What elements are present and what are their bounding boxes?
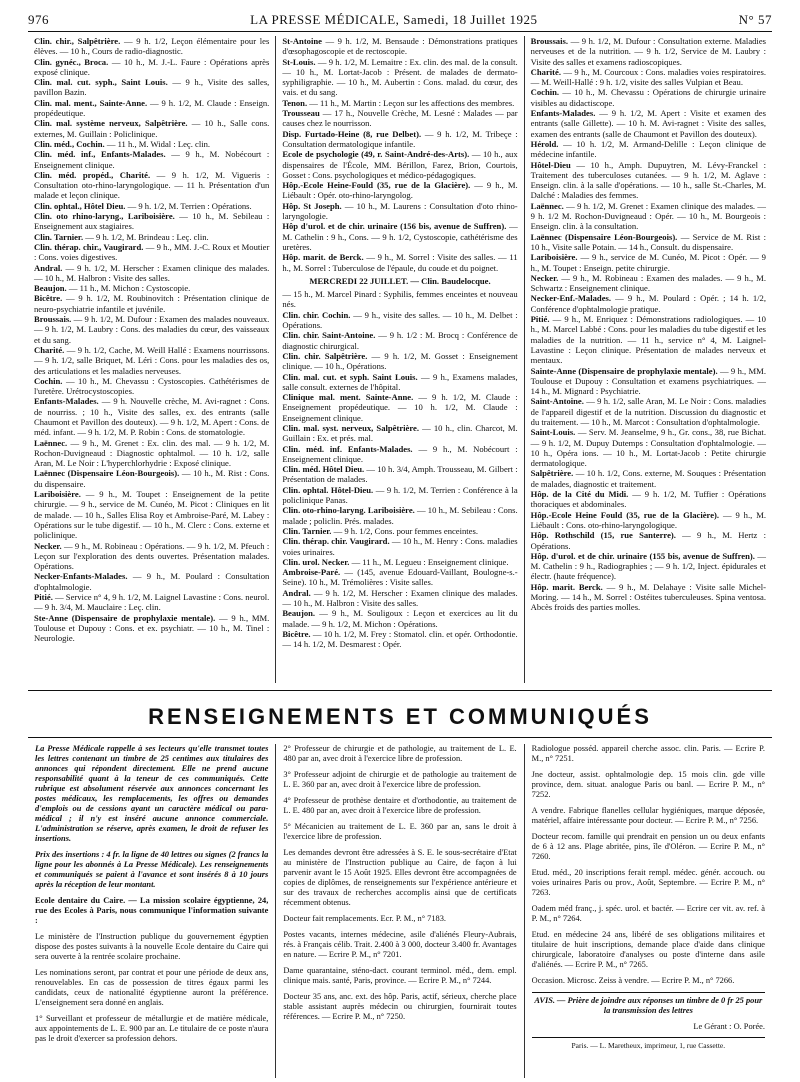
notices-column-3 xyxy=(524,744,772,1078)
section-rule-bottom xyxy=(28,737,772,738)
schedule-entry: Disp. Furtado-Heine (8, rue Delbet). — 9 h. 1/2, M. Tribeçe : Consultation dermatologique infantile. xyxy=(282,128,518,149)
schedule-entry-title: Clin. chir., Salpêtrière. xyxy=(34,36,124,46)
schedule-entry: Charité. — 9 h. 1/2, Cache, M. Weill Hallé : Examens nourrissons. — 9 h. 1/2, salle Briquet, M. Léri : Cons. pour les maladies des os, des articulations et les maladies nerveuses. xyxy=(34,344,270,376)
notice-paragraph: 5° Mécanicien au traitement de L. E. 360 par an, sans le droit à l'exercice libre de profession. xyxy=(283,822,517,841)
journal-title: LA PRESSE MÉDICALE, Samedi, 18 Juillet 1925 xyxy=(250,12,538,27)
classified-ad: Docteur 35 ans, anc. ext. des hôp. Paris, actif, sérieux, cherche place stable assistant auprès médecin ou chirurgien, fournirait toutes références. — Ecrire P. M., n° 7250. xyxy=(283,992,517,1021)
schedule-entry-title: Clin. mal. cut. et syph. Saint Louis. xyxy=(282,371,422,382)
schedule-entry-title: Lariboisière. xyxy=(34,489,86,500)
schedule-column-1 xyxy=(28,36,275,683)
schedule-entry-title: Clin. méd. inf., Enfants-Malades. xyxy=(34,149,172,160)
schedule-entry: Clin. thérap. chir., Vaugirard. — 9 h., MM. J.-C. Roux et Moutier : Cons. voies digestives. xyxy=(34,241,270,263)
schedule-entry: Beaujon. — 11 h., M. Michon : Cystoscopie. xyxy=(34,283,191,294)
classified-ad-title: Occasion. Microsc. Zeiss à vendre. xyxy=(531,976,652,985)
classified-ads-2 xyxy=(283,914,516,1022)
schedule-entry-title: Hôp. St Joseph. xyxy=(282,200,345,211)
schedule-entry-title: St-Antoine xyxy=(282,36,326,46)
schedule-entry-title: Necker-Enfants-Malades. xyxy=(34,571,133,582)
schedule-entry-title: Beaujon. xyxy=(282,608,320,619)
schedule-entry-title: Clin. Tarnier. xyxy=(34,231,86,242)
schedule-entry-title: Necker. xyxy=(530,272,562,283)
schedule-entry-title: Cochin. xyxy=(34,375,66,386)
classified-ad: Oadem méd franç., j. spéc. urol. et bactér. — Ecrire cer vit. av. ref. à P. M., n° 7264. xyxy=(531,904,765,923)
schedule-entry: Laënnec (Dispensaire Léon-Bourgeois). — Service de M. Rist : 10 h., Visite salle Potain. — 14 h., Consult. du dispensaire. xyxy=(530,231,766,252)
schedule-entry: Clin. thérap. chir. Vaugirard. — 10 h., M. Henry : Cons. maladies voies urinaires. xyxy=(282,536,518,557)
schedule-entry-title: Lariboisière. xyxy=(530,252,581,263)
classified-ad: A vendre. Fabrique flanelles cellular hygiéniques, marque déposée, matériel, affaire intéressante pour docteur. — Ecrire P. M., n° 7256. xyxy=(531,806,765,825)
schedule-entry-title: Andral. xyxy=(34,262,66,273)
schedule-entry-title: Bicêtre. xyxy=(282,628,313,639)
schedule-entry-title: Trousseau xyxy=(282,108,323,119)
schedule-entry: Clin. mal. cut. syph., Saint Louis. — 9 h., Visite des salles, pavillon Bazin. xyxy=(34,77,270,98)
schedule-entry-title: Clin. mal. système nerveux, Salpêtrière. xyxy=(34,118,192,129)
schedule-entry: Andral. — 9 h. 1/2, M. Herscher : Examen clinique des malades. — 10 h., M. Halbron : Visite des salles. xyxy=(34,262,270,283)
schedule-entry: Sainte-Anne (Dispensaire de prophylaxie mentale). — 9 h., MM. Toulouse et Dupouy : Consultation et examens psychiatriques. — 14 h., M. Mignard : Psychiatrie. xyxy=(530,365,766,397)
schedule-column-2 xyxy=(275,36,523,683)
notice-paragraph: Les nominations seront, par contrat et pour une période de deux ans, renouvelables. En cas de possession de titres égaux parmi les candidats, ceux de nationalité égyptienne auront la préférence. L'enseignement sera donné en anglais. xyxy=(35,968,269,1007)
schedule-entry: Clin. Tarnier. — 9 h. 1/2, Cons. pour femmes enceintes. xyxy=(282,525,478,536)
schedule-entry: Hôp. marit. Berck. — 9 h., M. Delahaye : Visite salle Michel-Moring. — 14 h., M. Sorrel : Ostéites tuberculeuses. Spina ventosa. Abcès froids des parties molles. xyxy=(530,581,766,613)
classified-ad: Occasion. Microsc. Zeiss à vendre. — Ecrire P. M., n° 7266. xyxy=(531,976,735,985)
schedule-entry-title: Enfants-Malades. xyxy=(530,108,600,119)
schedule-entry-title: Laënnec (Dispensaire Léon-Bourgeois). xyxy=(530,231,681,242)
schedule-entry-title: Tenon. xyxy=(282,97,310,108)
schedule-entry-title: Clin. mal. ment., Sainte-Anne. xyxy=(34,97,151,108)
schedule-entry: Hôp. Rothschild (15, rue Santerre). — 9 h., M. Hertz : Opérations. xyxy=(530,530,766,551)
schedule-entry-title: Clin. oto-rhino-laryng. Lariboisière. xyxy=(282,505,417,516)
notice-prices: Prix des insertions : 4 fr. la ligne de 40 lettres ou signes (2 francs la ligne pour les abonnés à La Presse Médicale). Les renseignements et communiqués se paient à l'avance et sont insérés 8 à 10 jours après la réception de leur montant. xyxy=(35,850,269,889)
schedule-entry: Hôp. de la Cité du Midi. — 9 h. 1/2, M. Tuffier : Opérations thoraciques et abdominales. xyxy=(530,489,766,510)
schedule-entry: Necker. — 9 h., M. Robineau : Examen des malades. — 9 h., M. Schwartz : Enseignement clinique. xyxy=(530,272,766,294)
schedule-entry-title: Hérold. xyxy=(530,138,564,149)
schedule-entry: Clin. mal. ment., Sainte-Anne. — 9 h. 1/2, M. Claude : Enseign. propédeutique. xyxy=(34,97,270,119)
schedule-entry: St-Louis. — 9 h. 1/2, M. Lemaitre : Ex. clin. des mal. de la consult. — 10 h., M. Lortat-Jacob : Présent. de malades de dermato-syphiligraphie. — 10 h., M. Aubertin : Cons. malad. du cœur, des vais. et du sang. xyxy=(282,56,518,98)
schedule-entry-title: Ecole de psychologie (49, r. Saint-André-des-Arts). xyxy=(282,149,472,160)
notices-column-2 xyxy=(275,744,523,1078)
schedule-entry: Laënnec. — 9 h. 1/2, M. Grenet : Examen clinique des malades. — 9 h. 1/2 M. Rochon-Duvigneaud : Opér. — 10 h., M. Bourgeois : Enseign. clin. à la consultation. xyxy=(530,200,766,232)
classified-ad: Etud. en médecine 24 ans, libéré de ses obligations militaires et titulaire de huit inscriptions, demande place d'aide dans clinique chirurgicale, laboratoire d'analyses ou poste d'interne dans asile d'aliénés. — Ecrire P. M., n° 7265. xyxy=(531,930,765,969)
schedule-entry: Necker-Enf.-Malades. — 9 h., M. Poulard : Opér. ; 14 h. 1/2, Conférence d'ophtalmologie pratique. xyxy=(530,293,766,314)
schedule-entry: Enfants-Malades. — 9 h. Nouvelle crèche, M. Avi-ragnet : Cons. de nourriss. ; 10 h., Visite des salles, ex. des entrants (salle Chaumont et Pavillon des douteux). — 9 h. 1/2, M. Apert : Cons. de méd. infant. — 9 h. 1/2, M. P. Robin : Cons. de stomatologie. xyxy=(34,396,270,438)
notice-paragraph: Le ministère de l'Instruction publique du gouvernement égyptien dispose des postes suivants à la nouvelle Ecole dentaire du Caire qui sera ouverte à la rentrée scolaire prochaine. xyxy=(35,932,269,961)
schedule-entry: Clin. oto-rhino-laryng. Lariboisière. — 10 h., M. Sebileau : Cons. malade ; policlin. Prés. malades. xyxy=(282,505,518,526)
schedule-entry-title: Clin. urol. Necker. xyxy=(282,556,352,567)
notice-paragraph: Les demandes devront être adressées à S. E. le sous-secrétaire d'Etat au ministère de l'Instruction publique au Caire, de façon à lui parvenir avant le 15 Août 1925. Elles devront être accompagnées de copies de diplômes, de renseignements sur l'expérience antérieure et sur des travaux de recherches accomplis ainsi que de certificats récemment obtenus. xyxy=(283,848,517,907)
schedule-entry-title: Bicêtre. xyxy=(34,293,66,304)
schedule-entry: Hôp. St Joseph. — 10 h., M. Laurens : Consultation d'oto rhino-laryngologie. xyxy=(282,200,518,222)
classified-ad-title: Radiologue posséd. appareil cherche assoc. clin. Paris. xyxy=(531,744,724,753)
schedule-entry-title: Clin. oto rhino-laryng., Lariboisière. xyxy=(34,211,180,222)
schedule-entry-title: St-Louis. xyxy=(282,56,318,67)
schedule-entry: Clin. mal. cut. et syph. Saint Louis. — 9 h., Examens malades, salle consult. externes de l'hôpital. xyxy=(282,371,518,392)
classified-ad: Docteur recom. famille qui prendrait en pension un ou deux enfants de 6 à 12 ans. Plage abritée, pins, île d'Oléron. — Ecrire P. M., n° 7260. xyxy=(531,832,765,861)
schedule-entry-title: Saint-Louis. xyxy=(530,427,578,438)
page-header xyxy=(28,6,772,32)
schedule-entry-title: Clin. gynéc., Broca. xyxy=(34,56,112,67)
schedule-entry-title: Broussais. xyxy=(530,36,571,46)
school-notice-heading: Ecole dentaire du Caire. — La mission scolaire égyptienne, 24, rue des Ecoles à Paris, nous communique l'information suivante : xyxy=(35,896,269,925)
schedule-entry: Necker. — 9 h., M. Robineau : Opérations. — 9 h. 1/2, M. Pfeuch : Leçon sur l'exploration des dents ouvertes. Présentation malades. Opérations. xyxy=(34,540,270,572)
schedule-entry: Clin. méd. inf. Enfants-Malades. — 9 h., M. Nobécourt : Enseignement clinique. xyxy=(282,443,518,464)
schedule-entry-title: Necker. xyxy=(34,540,64,551)
schedule-entry-title: Enfants-Malades. xyxy=(34,396,102,407)
schedule-entry: Clin. gynéc., Broca. — 10 h., M. J.-L. Faure : Opérations après exposé clinique. xyxy=(34,56,270,77)
schedule-entry-title: Clin. méd. Hôtel Dieu. xyxy=(282,464,367,475)
schedule-entry-title: Charité. xyxy=(34,344,67,355)
schedule-entry: Beaujon. — 9 h., M. Souligoux : Leçon et exercices au lit du malade. — 9 h. 1/2, M. Michon : Opérations. xyxy=(282,608,518,629)
schedule-entry: Hérold. — 10 h. 1/2, M. Armand-Delille : Leçon clinique de médecine infantile. xyxy=(530,138,766,160)
schedule-entry: Clin. mal. système nerveux, Salpêtrière. — 10 h., Salle cons. externes, M. Guillain : Policlinique. xyxy=(34,118,270,139)
schedule-columns xyxy=(28,36,772,683)
gerant-line: Le Gérant : O. Porée. xyxy=(693,1022,765,1031)
schedule-entry: Ste-Anne (Dispensaire de prophylaxie mentale). — 9 h., MM. Toulouse et Dupouy : Cons. et ex. psychiatr. — 10 h., M. Tinel : Neurologie. xyxy=(34,612,270,644)
schedule-entry: — 15 h., M. Marcel Pinard : Syphilis, femmes enceintes et nouveau nés. xyxy=(282,289,518,310)
notice-intro: La Presse Médicale rappelle à ses lecteurs qu'elle transmet toutes les lettres contenant un timbre de 25 centimes aux titulaires des annonces qui répondent directement. Elle ne prend aucune responsabilité quant à la teneur de ces communiqués. Cette rubrique est absolument réservée aux annonces concernant les postes médicaux, les remplacements, les offres ou demandes d'emplois ou de cessions ayant un caractère médical ou para-médical ; il n'y est inséré aucune annonce commerciale. L'administration se réserve, après examen, le droit de refuser les insertions. xyxy=(35,744,269,843)
schedule-entry-title: Clin. mal. cut. syph., Saint Louis. xyxy=(34,77,173,88)
schedule-entry-title: Andral. xyxy=(282,587,314,598)
notice-paragraph: 3° Professeur adjoint de chirurgie et de pathologie au traitement de L. E. 360 par an, avec droit à l'exercice libre de profession. xyxy=(283,770,517,789)
schedule-entry-title: Saint-Antoine. xyxy=(530,396,587,407)
schedule-entry: St-Antoine — 9 h. 1/2, M. Bensaude : Démonstrations pratiques d'œsophagoscopie et de rectoscopie. xyxy=(282,36,518,57)
schedule-entry: Saint-Louis. — Serv. M. Jeanselme, 9 h., Gr. cons., 38, rue Bichat. — 9 h. 1/2, M. Dupuy Dutemps : Consultation d'ophtalmologie. — 10 h., Opéra ions. — 10 h., M. Lortat-Jacob : Petite chirurgie dermatologique. xyxy=(530,427,766,469)
schedule-entry: Broussais. — 9 h. 1/2, M. Dufour : Consultation externe. Maladies nerveuses et de la nutrition. — 9 h. 1/2, Service de M. Laubry : Visite des salles et examens radioscopiques. xyxy=(530,36,766,67)
schedule-entry: Clin. mal. syst. nerveux, Salpêtrière. — 10 h., clin. Charcot, M. Guillain : Ex. et prés. mal. xyxy=(282,422,518,444)
schedule-entry: Hôp. d'urol. et de chir. urinaire (155 bis, avenue de Suffren). — M. Cathelin : 9 h., Radiographies ; — 9 h. 1/2, Inject. épidurales et électr. (haute fréquence). xyxy=(530,550,766,582)
printer-line: Paris. — L. Maretheux, imprimeur, 1, rue Cassette. xyxy=(532,1037,765,1051)
schedule-entry: Clin. Tarnier. — 9 h. 1/2, M. Brindeau : Leç. clin. xyxy=(34,231,209,242)
page-number: 976 xyxy=(28,12,49,27)
schedule-entry: Hôp. marit. de Berck. — 9 h., M. Sorrel : Visite des salles. — 11 h., M. Sorrel : Tuberculose de l'épaule, du coude et du poignet. xyxy=(282,252,518,273)
schedule-entry: Lariboisière. — 9 h., service de M. Cunéo, M. Picot : Opér. — 9 h., M. Toupet : Enseign. petite chirurgie. xyxy=(530,252,766,273)
schedule-entry: Hôtel-Dieu — 10 h., Amph. Dupuytren, M. Lévy-Franckel : Traitement des tuberculoses cutanées. — 9 h. 1/2, M. Aglave : Enseign. clin. à la salle d'opérations. — 10 h., salle St.-Charles, M. Dalché : Maladies des femmes. xyxy=(530,159,766,201)
notices-columns xyxy=(28,744,772,1078)
classified-ad: Docteur fait remplacements. Ecr. P. M., n° 7183. xyxy=(283,914,446,923)
schedule-entry: Hôp.-Ecole Heine-Fould (35, rue de la Glacière). — 9 h., M. Liébault : Opér. oto-rhino-laryngolog. xyxy=(282,180,518,201)
schedule-entry: Clin. urol. Necker. — 11 h., M. Legueu : Enseignement clinique. xyxy=(282,556,509,567)
classified-ad: Radiologue posséd. appareil cherche assoc. clin. Paris. — Ecrire P. M., n° 7251. xyxy=(531,744,765,763)
schedule-entry-title: Clin. chir. Cochin. xyxy=(282,309,354,320)
classified-ad: Jne docteur, assist. ophtalmologie dep. 15 mois clin. gde ville province, dem. situat. analogue Paris ou banl. — Ecrire P. M., n° 7252. xyxy=(531,770,765,799)
schedule-entry-title: Clinique mal. ment. Sainte-Anne. xyxy=(282,392,419,403)
notice-paragraph: 2° Professeur de chirurgie et de pathologie, au traitement de L. E. 480 par an, avec droit à l'exercice libre de profession. xyxy=(283,744,517,763)
schedule-entry-title: Clin. ophtal. Hôtel-Dieu. xyxy=(282,484,376,495)
schedule-entry-title: Clin. méd., Cochin. xyxy=(34,138,107,149)
schedule-entry: Lariboisière. — 9 h., M. Toupet : Enseignement de la petite chirurgie. — 9 h., service de M. Cunéo, M. Picot : Cliniques en lit de malade. — 10 h., Salles Elisa Roy et Ambroise-Paré, M. Labey : Opérations sur le tube digestif. — 10 h., M. Clerc : Cons. externe et policlinique. xyxy=(34,489,270,541)
schedule-entry-title: Clin. thérap. chir. Vaugirard. xyxy=(282,536,392,547)
schedule-entry-title: Ste-Anne (Dispensaire de prophylaxie mentale). xyxy=(34,612,220,623)
school-notice-continued xyxy=(283,744,516,908)
schedule-entry-title: Hôp. d'urol. et de chir. urinaire (155 bis, avenue de Suffren). xyxy=(530,550,758,561)
notices-column-1 xyxy=(28,744,275,1078)
schedule-entry: Clin. chir. Salpêtrière. — 9 h. 1/2, M. Gosset : Enseignement clinique. — 10 h., Opérations. xyxy=(282,350,518,372)
schedule-entry: Clin. méd., Cochin. — 11 h., M. Widal : Leç. clin. xyxy=(34,138,211,149)
schedule-entry-title: Cochin. xyxy=(530,87,563,98)
schedule-entry-title: Hôtel-Dieu xyxy=(530,159,577,170)
schedule-entry: Bicêtre. — 10 h. 1/2, M. Frey : Stomatol. clin. et opér. Orthodontie. — 14 h. 1/2, M. Desmarest : Opér. xyxy=(282,628,518,650)
schedule-entry-title: Laënnec. xyxy=(34,437,71,448)
schedule-entry-title: Pitié. xyxy=(34,592,56,603)
schedule-entry: Clin. oto rhino-laryng., Lariboisière. — 10 h., M. Sebileau : Enseignement aux stagiaires. xyxy=(34,211,270,232)
school-notice-body xyxy=(35,932,268,1044)
schedule-entry-title: Clin. mal. syst. nerveux, Salpêtrière. xyxy=(282,422,423,433)
classified-ad: Dame quarantaine, sténo-dact. courant terminol. méd., dem. empl. clinique mais. santé, Paris, province. — Ecrire P. M., n° 7244. xyxy=(283,966,517,985)
schedule-entry: Bicêtre. — 9 h. 1/2, M. Roubinovitch : Présentation clinique de neuro-psychiatrie infantile et juvénile. xyxy=(34,293,270,314)
classified-ad-title: Oadem méd franç., j. spéc. urol. et bactér. xyxy=(531,904,676,913)
schedule-entry: Trousseau — 17 h., Nouvelle Crèche, M. Lesné : Malades — par causes chez le nourrisson. xyxy=(282,108,518,129)
schedule-entry-title: Clin. méd. propéd., Charité. xyxy=(34,169,157,180)
schedule-entry: Clin. chir. Saint-Antoine. — 9 h. 1/2 : M. Brocq : Conférence de diagnostic chirurgical. xyxy=(282,330,518,351)
issue-number: N° 57 xyxy=(738,12,772,27)
schedule-entry-title: Hôp. de la Cité du Midi. xyxy=(530,489,633,500)
day-heading: MERCREDI 22 JUILLET. — Clin. Baudelocque. xyxy=(309,275,491,286)
schedule-entry-title: Beaujon. xyxy=(34,283,69,294)
schedule-entry-title: Charité. xyxy=(530,66,564,77)
schedule-entry-title: Hôp. marit. de Berck. xyxy=(282,252,367,263)
schedule-entry: Tenon. — 11 h., M. Martin : Leçon sur les affections des membres. xyxy=(282,97,515,108)
schedule-entry: Saint-Antoine. — 9 h. 1/2, salle Aran, M. Le Noir : Cons. maladies de l'appareil digestif et de la nutrition. Discussion du diagnostic et du traitement. — 10 h., M. Marcot : Consultation d'ophtalmologie. xyxy=(530,396,766,427)
schedule-entry-title: Disp. Furtado-Heine (8, rue Delbet). xyxy=(282,128,425,139)
schedule-entry-title: Clin. chir. Saint-Antoine. xyxy=(282,330,379,341)
schedule-entry-title: Clin. ophtal., Hôtel Dieu. xyxy=(34,200,128,211)
schedule-entry: Pitié. — 9 h., M. Enriquez : Démonstrations radiologiques. — 10 h., M. Marcel Labbé : Cons. pour les maladies du tube digestif et les maladies de la nutrition. — 11 h., service n° 4, M. Laignel-Lavastine : Leçon clinique. Présentation de malades nerveux et mentaux. xyxy=(530,314,766,366)
schedule-entry-title: Clin. thérap. chir., Vaugirard. xyxy=(34,241,146,252)
section-title: RENSEIGNEMENTS ET COMMUNIQUÉS xyxy=(148,704,652,729)
schedule-entry: Ecole de psychologie (49, r. Saint-André-des-Arts). — 10 h., aux dispensaires de l'École, MM. Bérillon, Farez, Brion, Courtois, Gosset : Cons. psychologiques et médico-pédagogiques. xyxy=(282,149,518,180)
classified-ads-3 xyxy=(532,744,765,986)
notice-paragraph: 4° Professeur de prothèse dentaire et d'orthodontie, au traitement de L. E. 480 par an, avec droit à l'exercice libre de profession. xyxy=(283,796,517,815)
schedule-entry: Hôp.-Ecole Heine Fould (35, rue de la Glacière). — 9 h., M. Liébault : Cons. oto-rhino-laryngologique. xyxy=(530,509,766,530)
schedule-entry: Clin. chir., Salpêtrière. — 9 h. 1/2, Leçon élémentaire pour les élèves. — 10 h., Cours de radio-diagnostic. xyxy=(34,36,270,57)
schedule-entry: Laënnec. — 9 h., M. Grenet : Ex. clin. des mal. — 9 h. 1/2, M. Rochon-Duvigneaud : Diagnostic ophtalmol. — 10 h. 1/2, salle Aran, M. Le Noir : L'hyperchlorhydrie : Exposé clinique. xyxy=(34,437,270,469)
schedule-entry: Clin. méd. Hôtel Dieu. — 10 h. 3/4, Amph. Trousseau, M. Gilbert : Présentation de malades. xyxy=(282,464,518,485)
schedule-entry: Charité. — 9 h., M. Courcoux : Cons. maladies voies respiratoires. — M. Weill-Hallé : 9 h. 1/2, visite des salles Vulpian et Beau. xyxy=(530,66,766,88)
schedule-entry-title: Ambroise-Paré. xyxy=(282,567,345,578)
schedule-entry: Clin. ophtal., Hôtel Dieu. — 9 h. 1/2, M. Terrien : Opérations. xyxy=(34,200,252,211)
schedule-entry: Pitié. — Service n° 4, 9 h. 1/2, M. Laignel Lavastine : Cons. neurol. — 9 h. 3/4, M. Mauclaire : Leç. clin. xyxy=(34,592,270,613)
classified-ad: Etud. méd., 20 inscriptions ferait rempl. médec. génér. accouch. ou voies urinaires Paris ou prov., Août, Septembre. — Ecrire P. M., n° 7263. xyxy=(531,868,765,897)
schedule-entry: Clin. méd. inf., Enfants-Malades. — 9 h., M. Nobécourt : Enseignement clinique. xyxy=(34,149,270,170)
schedule-entry: Clinique mal. ment. Sainte-Anne. — 9 h. 1/2, M. Claude : Enseignement propédeutique. — 10 h. 1/2, M. Claude : Enseignement clinique. xyxy=(282,392,518,423)
schedule-entry: Necker-Enfants-Malades. — 9 h., M. Poulard : Consultation d'ophtalmologie. xyxy=(34,571,270,592)
schedule-entry-title: Hôp. Rothschild (15, rue Santerre). xyxy=(530,530,683,541)
schedule-entry-title: Hôp d'urol. et de chir. urinaire (156 bis, avenue de Suffren). xyxy=(282,221,510,232)
schedule-entry-title: Pitié. xyxy=(530,314,553,325)
schedule-entry: Hôp d'urol. et de chir. urinaire (156 bis, avenue de Suffren). — M. Cathelin : 9 h., Cons. — 9 h. 1/2, Cystoscopie, cathétérisme des uretères. xyxy=(282,221,518,252)
avis-notice: AVIS. — Prière de joindre aux réponses un timbre de 0 fr 25 pour la transmission des lettres xyxy=(532,992,765,1016)
schedule-entry-title: Hôp. marit. Berck. xyxy=(530,581,607,592)
schedule-entry-title: Hôp.-Ecole Heine Fould (35, rue de la Glacière). xyxy=(530,509,723,520)
schedule-entry-title: Sainte-Anne (Dispensaire de prophylaxie mentale). xyxy=(530,365,720,376)
schedule-entry: Broussais. — 9 h. 1/2, M. Dufour : Examen des malades nouveaux. — 9 h. 1/2, M. Laubry : Cons. des maladies du cœur, des vaisseaux et du sang. xyxy=(34,314,270,345)
schedule-entry: Enfants-Malades. — 9 h. 1/2, M. Apert : Visite et examen des entrants (salle Gillette). — 10 h. M. Avi-ragnet : Visite des salles, examen des entrants (salle de Chaumont et Pavillon des douteux). xyxy=(530,108,766,139)
schedule-entry: Salpêtrière. — 10 h. 1/2, Cons. externe, M. Souques : Présentation de malades, diagnostic et traitement. xyxy=(530,468,766,489)
schedule-entry-title: Laënnec (Dispensaire Léon-Bourgeois). xyxy=(34,468,182,479)
section-rule-top xyxy=(28,690,772,691)
schedule-entry-title: Clin. chir. Salpêtrière. xyxy=(282,350,372,361)
schedule-column-3 xyxy=(524,36,772,683)
schedule-entry: Andral. — 9 h. 1/2, M. Herscher : Examen clinique des malades. — 10 h., M. Halbron : Visite des salles. xyxy=(282,587,518,609)
schedule-entry-title: Broussais. xyxy=(34,314,74,325)
schedule-entry-title: Hôp.-Ecole Heine-Fould (35, rue de la Glacière). xyxy=(282,180,475,191)
notice-paragraph: 1° Surveillant et professeur de métallurgie et de matière médicale, aux appointements de L. E. 900 par an. Le titulaire de ce poste n'aura pas le droit d'exercer sa profession dehors. xyxy=(35,1014,269,1043)
schedule-entry: Clin. chir. Cochin. — 9 h., visite des salles. — 10 h., M. Delbet : Opérations. xyxy=(282,309,518,331)
schedule-entry: Ambroise-Paré. — (145, avenue Edouard-Vaillant, Boulogne-s.-Seine). 10 h., M. Trémolières : Visite salles. xyxy=(282,567,518,588)
schedule-entry-title: Necker-Enf.-Malades. xyxy=(530,293,616,304)
schedule-entry: Cochin. — 10 h., M. Chevassu : Cystoscopies. Cathétérismes de l'uretère. Urétrocystoscopies. xyxy=(34,375,270,397)
schedule-entry: Clin. méd. propéd., Charité. — 9 h. 1/2, M. Vigueris : Consultation oto-rhino-laryngologique. — 11 h. Présentation d'un malade et leçon clinique. xyxy=(34,169,270,201)
schedule-entry: Clin. ophtal. Hôtel-Dieu. — 9 h. 1/2, M. Terrien : Conférence à la policlinique Panas. xyxy=(282,484,518,506)
schedule-entry-title: Salpêtrière. xyxy=(530,468,576,479)
classified-ad: Postes vacants, internes médecine, asile d'aliénés Fleury-Aubrais, rés. à Français célib. Trait. 2.400 à 3 000, docteur 3.400 fr. Avantages en nature. — Ecrire P. M., n° 7201. xyxy=(283,930,517,959)
schedule-entry-title: Laënnec. xyxy=(530,200,567,211)
schedule-entry: Cochin. — 10 h., M. Chevassu : Opérations de chirurgie urinaire visibles au didactiscope. xyxy=(530,87,766,108)
schedule-entry-title: Clin. Tarnier. xyxy=(282,525,334,536)
schedule-entry-title: Clin. méd. inf. Enfants-Malades. xyxy=(282,443,419,454)
schedule-entry: Laënnec (Dispensaire Léon-Bourgeois). — 10 h., M. Rist : Cons. du dispensaire. xyxy=(34,468,270,489)
